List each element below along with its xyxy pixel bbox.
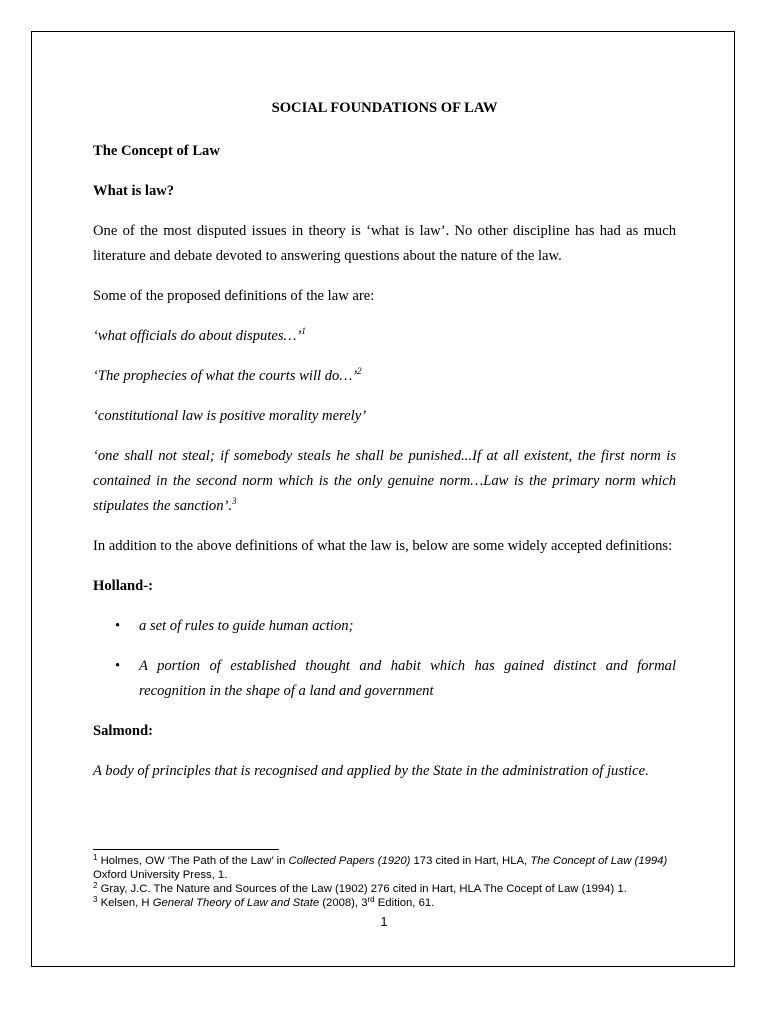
section-heading: The Concept of Law (93, 143, 220, 159)
footnote-ref: 2 (357, 366, 362, 376)
quote-prophecies: ‘The prophecies of what the courts will do…’$^2$ (93, 366, 362, 384)
intro-paragraph: One of the most disputed issues in theory is ‘what is law’. No other discipline has had as much literature and debate devoted to answering questions about the nature of the law. (93, 223, 676, 264)
footnote-2: $^2$ Gray, J.C. The Nature and Sources of the Law (1902) 276 cited in Hart, HLA The Cocept of Law (1994) 1. (93, 881, 627, 895)
page-number: 1 (380, 915, 388, 929)
footnote-ref: 3 (232, 496, 237, 506)
holland-list (93, 614, 676, 704)
footnotes (93, 854, 676, 910)
bullet-icon: • (115, 618, 121, 634)
salmond-definition: A body of principles that is recognised and applied by the State in the administration of justice. (93, 763, 649, 779)
quote-constitutional: ‘constitutional law is positive morality merely’ (93, 408, 367, 424)
salmond-heading: Salmond: (93, 723, 154, 739)
footnote-1: $^1$ Holmes, OW ‘The Path of the Law’ in Collected Papers (1920) 173 cited in Hart, HLA, The Concept of Law (1994) Oxford University Press, 1. (93, 853, 668, 881)
list-item: • a set of rules to guide human action; (93, 614, 676, 639)
bullet-icon: • (115, 658, 121, 674)
list-item: • A portion of established thought and habit which has gained distinct and formal recognition in the shape of a land and government (93, 654, 676, 704)
document-title: SOCIAL FOUNDATIONS OF LAW (271, 100, 498, 116)
definitions-intro: Some of the proposed definitions of the law are: (93, 288, 375, 304)
quote-kelsen: ‘one shall not steal; if somebody steals he shall be punished...If at all existent, the first norm is contained in the second norm which is the only genuine norm…Law is the primary norm which stipulates the sanction’.$^3$ (93, 448, 676, 514)
document-body (93, 96, 676, 799)
holland-heading: Holland-: (93, 578, 154, 594)
footnote-ref: 1 (301, 326, 306, 336)
footnote-separator (93, 849, 279, 850)
question-heading: What is law? (93, 183, 175, 199)
footnote-3: $^3$ Kelsen, H General Theory of Law and State (2008), 3rd Edition, 61. (93, 895, 435, 909)
accepted-intro: In addition to the above definitions of what the law is, below are some widely accepted definitions: (93, 538, 673, 554)
quote-officials: ‘what officials do about disputes…’$^1$ (93, 326, 306, 344)
